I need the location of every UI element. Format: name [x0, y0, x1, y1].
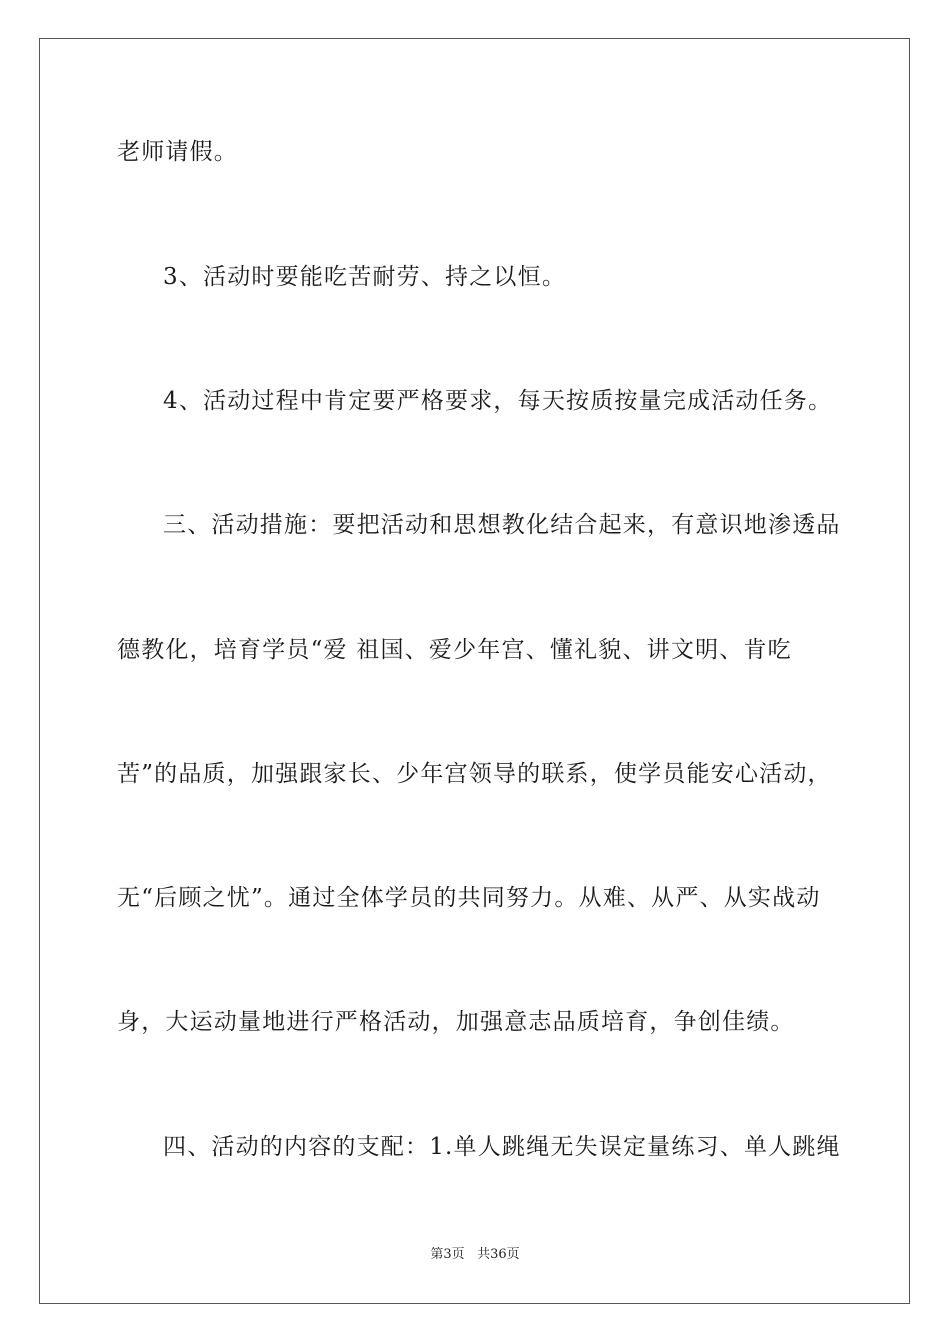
text-line: 老师请假。	[117, 139, 238, 165]
text-line: 四、活动的内容的支配：1.单人跳绳无失误定量练习、单人跳绳	[163, 1134, 841, 1160]
current-page-label: 第3页	[430, 1247, 465, 1262]
text-line: 身，大运动量地进行严格活动，加强意志品质培育，争创佳绩。	[117, 1009, 795, 1035]
text-line: 3、活动时要能吃苦耐劳、持之以恒。	[163, 264, 567, 290]
text-line: 无“后顾之忧”。通过全体学员的共同努力。从难、从严、从实战动	[117, 885, 821, 911]
text-line: 苦”的品质，加强跟家长、少年宫领导的联系，使学员能安心活动，	[117, 761, 832, 787]
text-line: 三、活动措施：要把活动和思想教化结合起来，有意识地渗透品	[163, 512, 841, 538]
page-footer	[0, 1246, 950, 1264]
text-line: 4、活动过程中肯定要严格要求，每天按质按量完成活动任务。	[163, 388, 833, 414]
page-border	[39, 38, 910, 1304]
text-line: 德教化，培育学员“爱 祖国、爱少年宫、懂礼貌、讲文明、肯吃	[117, 637, 792, 663]
total-pages-label: 共36页	[477, 1247, 520, 1262]
